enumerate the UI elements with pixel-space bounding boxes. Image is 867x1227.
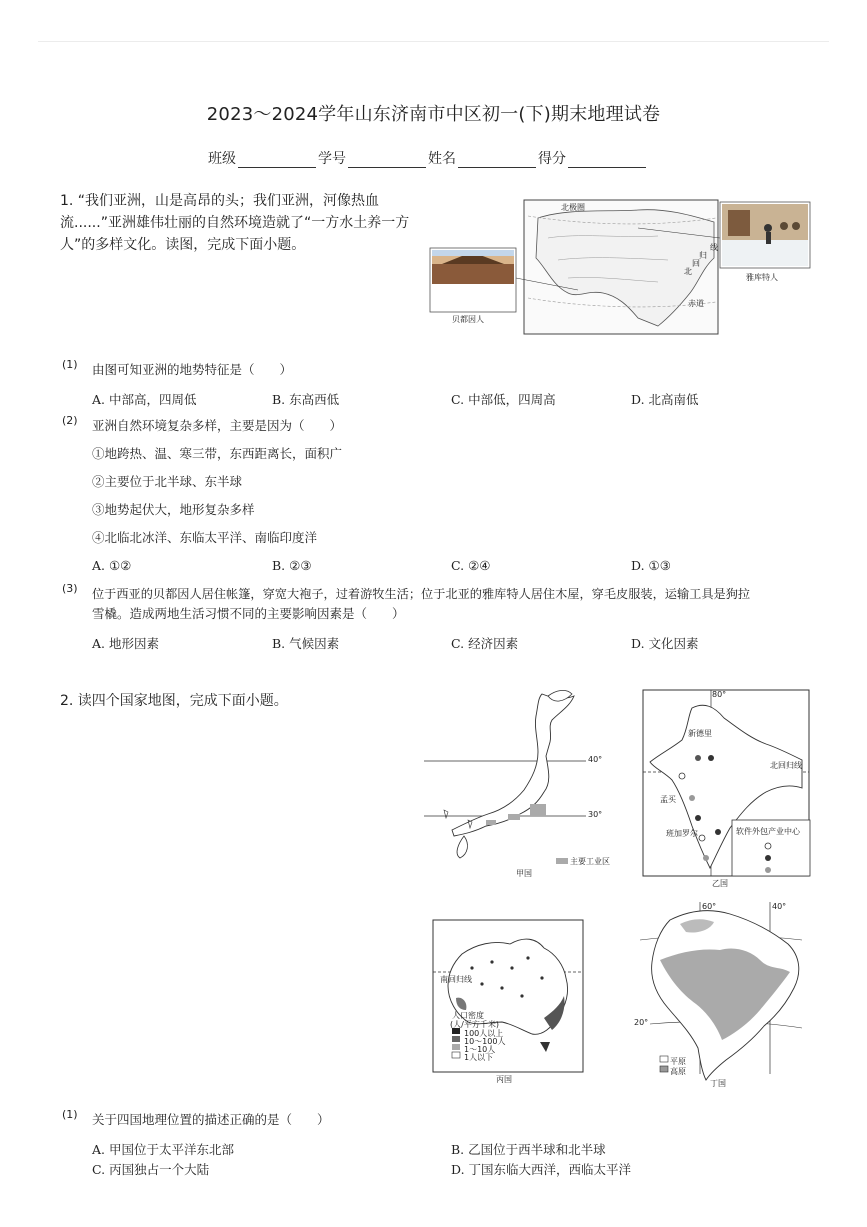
bing-legend-unit: (人/平方千米) [450, 1020, 499, 1029]
arctic-circle-label: 北极圈 [561, 203, 585, 212]
q1-sub3-option-a[interactable]: A. 地形因素 [92, 636, 159, 651]
yi-tropic-label: 北回归线 [770, 761, 802, 770]
q1-sub3-text-line1: 位于西亚的贝都因人居住帐篷，穿宽大袍子，过着游牧生活；位于北亚的雅库特人居住木屋，穿毛皮服装，运输工具是狗拉 [92, 587, 751, 601]
tropic-label-1: 线 [710, 243, 718, 252]
name-blank[interactable] [458, 154, 536, 168]
class-label: 班级 [208, 151, 236, 167]
bing-legend-item-1: 100人以上 [464, 1029, 504, 1038]
yakut-caption: 雅库特人 [746, 273, 778, 282]
equator-label: 赤道 [688, 299, 704, 308]
yi-city-bangalore: 班加罗尔 [666, 829, 698, 838]
yi-lon-80: 80° [712, 690, 727, 699]
q1-sub3-option-d[interactable]: D. 文化因素 [631, 636, 699, 651]
ding-legend-plain: 平原 [670, 1057, 686, 1066]
score-blank[interactable] [568, 154, 646, 168]
q1-sub3-text-line2: 雪橇。造成两地生活习惯不同的主要影响因素是（ ） [92, 606, 405, 621]
q2-sub1-option-b[interactable]: B. 乙国位于西半球和北半球 [451, 1142, 606, 1157]
page-title: 2023～2024学年山东济南市中区初一(下)期末地理试卷 [206, 104, 661, 125]
q1-sub2-number: (2) [62, 414, 78, 427]
map-yi-india [642, 688, 812, 888]
q1-sub2-item-1: ①地跨热、温、寒三带，东西距离长，面积广 [92, 446, 343, 461]
bing-tropic-label: 南回归线 [440, 975, 472, 984]
q1-sub2-option-b[interactable]: B. ②③ [272, 558, 312, 573]
map-ding-brazil [630, 900, 810, 1090]
q1-sub3-number: (3) [62, 582, 78, 595]
q1-sub2-option-a[interactable]: A. ①② [92, 558, 132, 573]
yi-city-new-delhi: 新德里 [688, 729, 712, 738]
q1-stem-line2: 流......”亚洲雄伟壮丽的自然环境造就了“一方水土养一方 [60, 215, 410, 231]
class-blank[interactable] [238, 154, 316, 168]
ding-lon-40: 40° [772, 902, 787, 911]
bing-legend-title: 人口密度 [452, 1011, 484, 1020]
yi-caption: 乙国 [712, 879, 728, 888]
q1-sub1-option-c[interactable]: C. 中部低，四周高 [451, 392, 556, 407]
ding-legend-plateau: 高原 [670, 1067, 686, 1076]
q2-sub1-option-c[interactable]: C. 丙国独占一个大陆 [92, 1162, 210, 1177]
jia-caption: 甲国 [516, 869, 532, 878]
header-rule [38, 41, 829, 42]
q1-sub1-option-d[interactable]: D. 北高南低 [631, 392, 699, 407]
q2-sub1-option-d[interactable]: D. 丁国东临大西洋，西临太平洋 [451, 1162, 632, 1177]
q1-sub2-option-c[interactable]: C. ②④ [451, 558, 491, 573]
name-label: 姓名 [428, 151, 456, 167]
q1-sub2-item-2: ②主要位于北半球、东半球 [92, 474, 243, 489]
tropic-label-3: 回 [692, 259, 700, 268]
q1-sub2-item-3: ③地势起伏大，地形复杂多样 [92, 502, 255, 517]
q1-sub1-number: (1) [62, 358, 78, 371]
bing-legend-item-4: 1人以下 [464, 1053, 494, 1062]
yi-legend-title: 软件外包产业中心 [736, 827, 800, 836]
student-info-row [208, 148, 648, 168]
ding-lat-20: 20° [634, 1018, 649, 1027]
q1-stem-line1: 1. “我们亚洲，山是高昂的头；我们亚洲，河像热血 [60, 193, 380, 209]
q1-sub2-option-d[interactable]: D. ①③ [631, 558, 671, 573]
map-bing-australia [432, 918, 584, 1088]
q1-sub1-option-a[interactable]: A. 中部高，四周低 [92, 392, 197, 407]
q1-sub3-option-c[interactable]: C. 经济因素 [451, 636, 519, 651]
q1-sub3-option-b[interactable]: B. 气候因素 [272, 636, 340, 651]
score-label: 得分 [538, 151, 566, 167]
q1-asia-figure [428, 198, 812, 338]
q2-stem: 2. 读四个国家地图，完成下面小题。 [60, 693, 288, 709]
q2-sub1-number: (1) [62, 1108, 78, 1121]
yi-city-mumbai: 孟买 [660, 795, 676, 804]
tropic-label-2: 归 [699, 251, 707, 260]
tropic-label-4: 北 [684, 267, 692, 276]
map-jia-japan [424, 686, 620, 882]
bing-caption: 丙国 [496, 1075, 512, 1084]
q1-sub1-option-b[interactable]: B. 东高西低 [272, 392, 340, 407]
student-id-blank[interactable] [348, 154, 426, 168]
ding-caption: 丁国 [710, 1079, 726, 1088]
bing-legend-item-3: 1～10人 [464, 1045, 496, 1054]
jia-lat-30: 30° [588, 810, 603, 819]
q1-sub1-text: 由图可知亚洲的地势特征是（ ） [92, 362, 293, 377]
q2-sub1-option-a[interactable]: A. 甲国位于太平洋东北部 [92, 1142, 234, 1157]
ding-lon-60: 60° [702, 902, 717, 911]
q1-sub2-item-4: ④北临北冰洋、东临太平洋、南临印度洋 [92, 530, 318, 545]
jia-lat-40: 40° [588, 755, 603, 764]
q2-sub1-text: 关于四国地理位置的描述正确的是（ ） [92, 1112, 330, 1127]
student-id-label: 学号 [318, 151, 346, 167]
q1-sub2-text: 亚洲自然环境复杂多样，主要是因为（ ） [92, 418, 343, 433]
jia-legend-industrial: 主要工业区 [570, 857, 610, 866]
bedouin-caption: 贝都因人 [452, 315, 484, 324]
q1-stem-line3: 人”的多样文化。读图，完成下面小题。 [60, 237, 306, 253]
bing-legend-item-2: 10～100人 [464, 1037, 506, 1046]
